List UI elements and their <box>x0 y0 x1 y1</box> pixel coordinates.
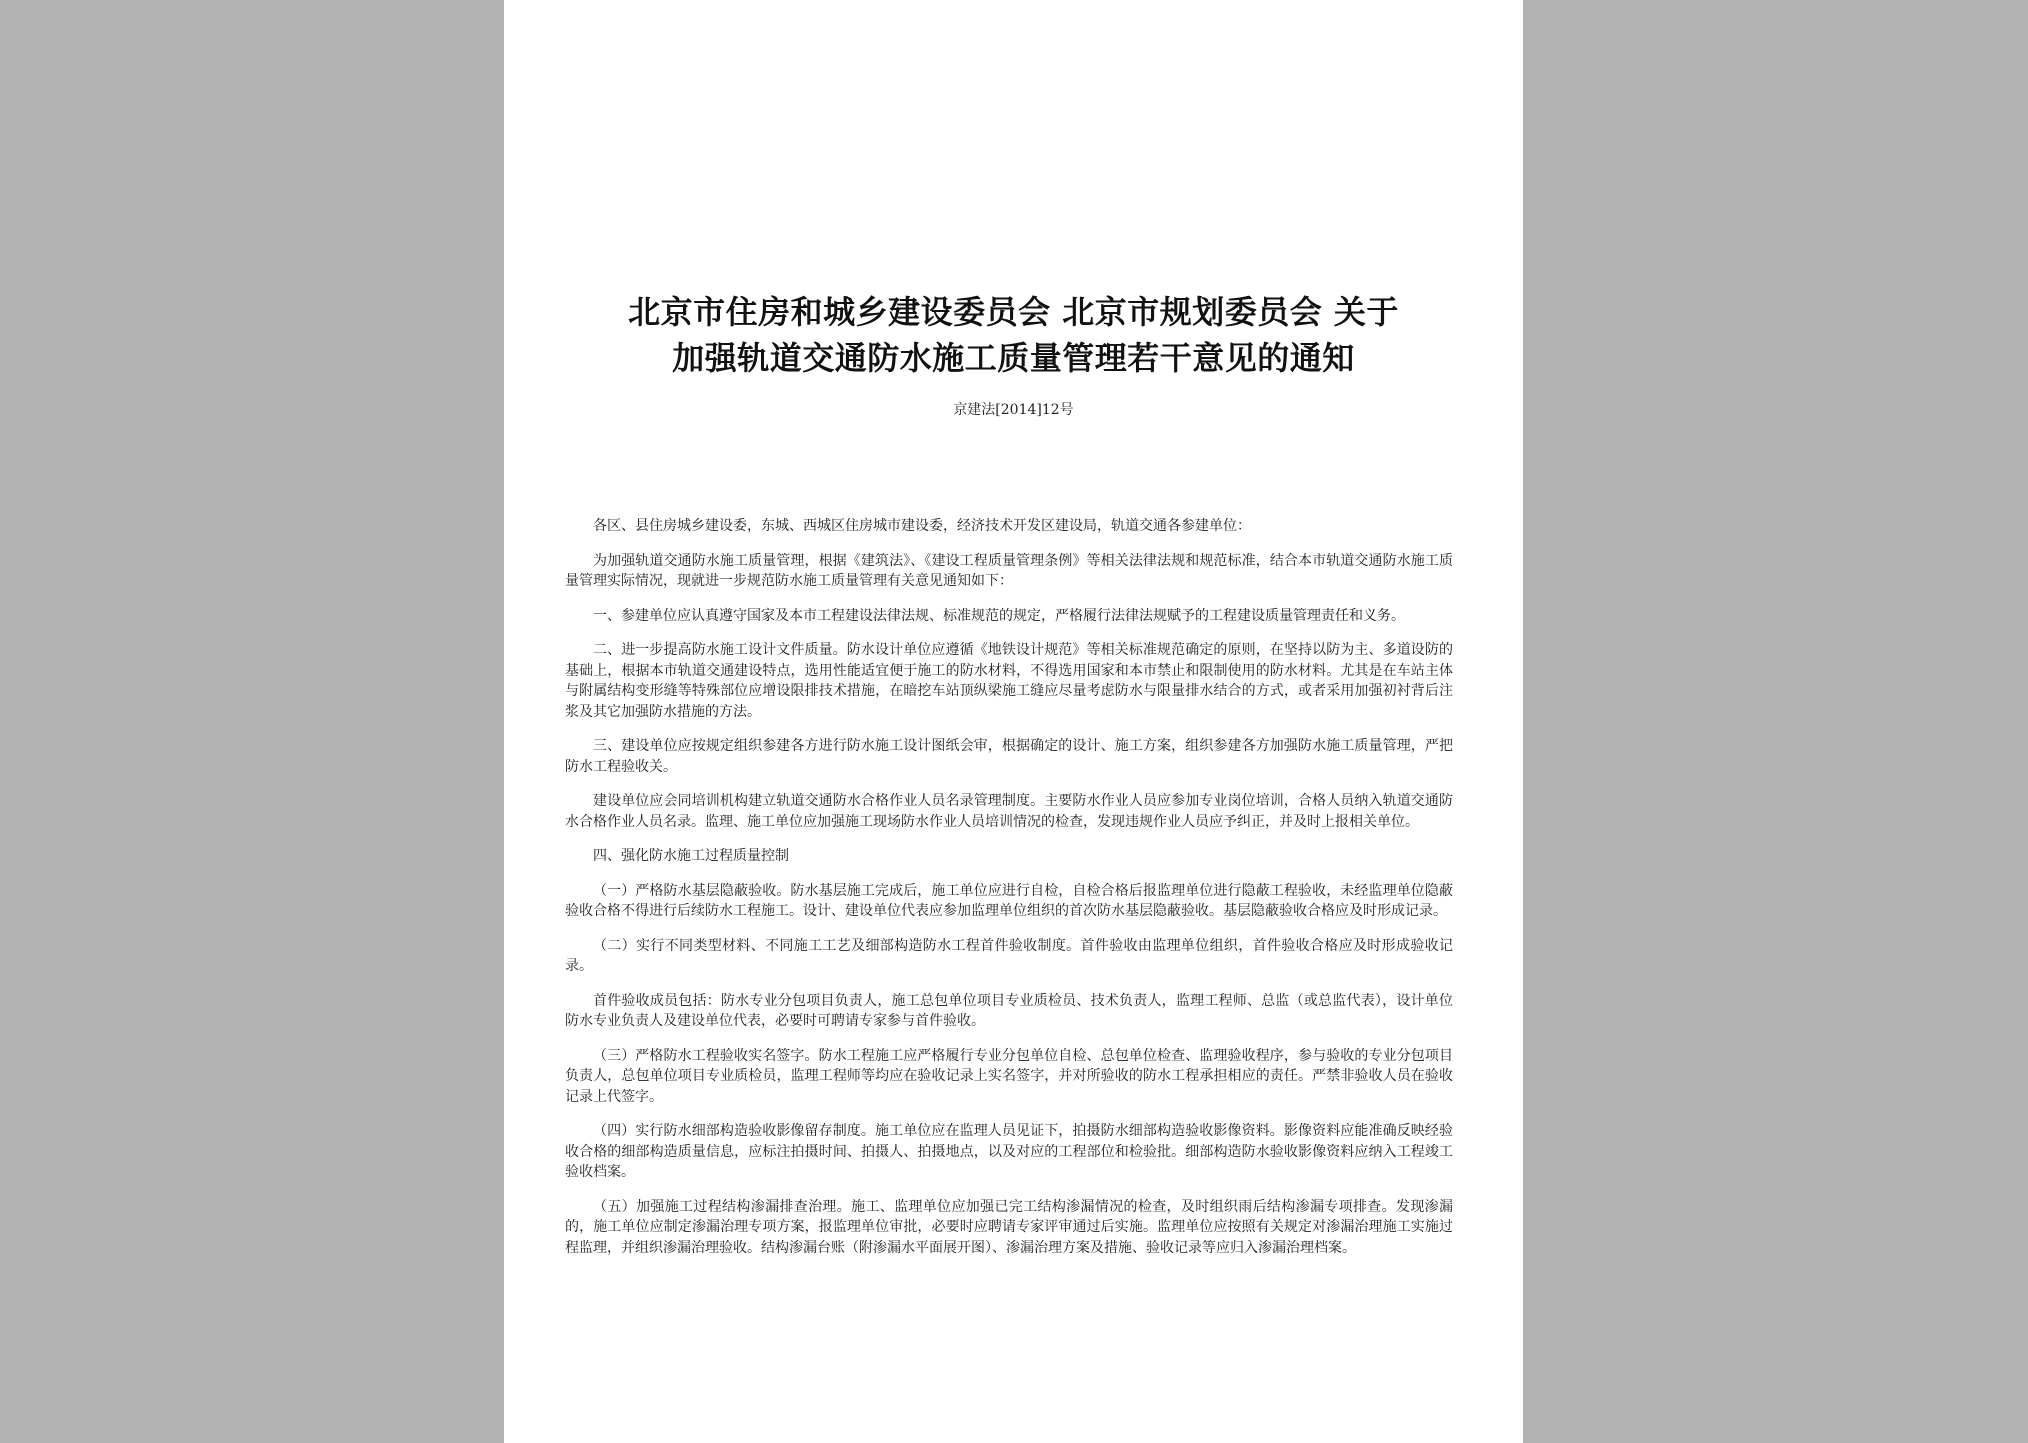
document-title <box>544 289 1483 381</box>
document-page[interactable] <box>504 0 1523 1443</box>
paragraph-item-4-3: （三）严格防水工程验收实名签字。防水工程施工应严格履行专业分包单位自检、总包单位检查、监理验收程序，参与验收的专业分包项目负责人，总包单位项目专业质检员，监理工程师等均应在验收记录上实名签字，并对所验收的防水工程承担相应的责任。严禁非验收人员在验收记录上代签字。 <box>565 1047 1453 1105</box>
paragraph-item-4-1: （一）严格防水基层隐蔽验收。防水基层施工完成后，施工单位应进行自检，自检合格后报监理单位进行隐蔽工程验收，未经监理单位隐蔽验收合格不得进行后续防水工程施工。设计、建设单位代表应参加监理单位组织的首次防水基层隐蔽验收。基层隐蔽验收合格应及时形成记录。 <box>565 882 1453 919</box>
title-line-2: 加强轨道交通防水施工质量管理若干意见的通知 <box>672 339 1355 377</box>
paragraph-salutation: 各区、县住房城乡建设委，东城、西城区住房城市建设委，经济技术开发区建设局，轨道交通各参建单位： <box>593 518 1251 534</box>
paragraph-item-2: 二、进一步提高防水施工设计文件质量。防水设计单位应遵循《地铁设计规范》等相关标准规范确定的原则，在坚持以防为主、多道设防的基础上，根据本市轨道交通建设特点，选用性能适宜便于施工的防水材料，不得选用国家和本市禁止和限制使用的防水材料。尤其是在车站主体与附属结构变形缝等特殊部位应增设限排技术措施，在暗挖车站顶纵梁施工缝应尽量考虑防水与限量排水结合的方式，或者采用加强初衬背后注浆及其它加强防水措施的方法。 <box>565 642 1453 720</box>
paragraph-item-4-4: （四）实行防水细部构造验收影像留存制度。施工单位应在监理人员见证下，拍摄防水细部构造验收影像资料。影像资料应能准确反映经验收合格的细部构造质量信息，应标注拍摄时间、拍摄人、拍摄地点，以及对应的工程部位和检验批。细部构造防水验收影像资料应纳入工程竣工验收档案。 <box>565 1123 1453 1180</box>
paragraph-item-4-2: （二）实行不同类型材料、不同施工工艺及细部构造防水工程首件验收制度。首件验收由监理单位组织，首件验收合格应及时形成验收记录。 <box>565 937 1453 974</box>
document-number: 京建法[2014]12号 <box>953 402 1074 418</box>
paragraph-item-4-5: （五）加强施工过程结构渗漏排查治理。施工、监理单位应加强已完工结构渗漏情况的检查，及时组织雨后结构渗漏专项排查。发现渗漏的，施工单位应制定渗漏治理专项方案，报监理单位审批，必要时应聘请专家评审通过后实施。监理单位应按照有关规定对渗漏治理施工实施过程监理，并组织渗漏治理验收。结构渗漏台账（附渗漏水平面展开图）、渗漏治理方案及措施、验收记录等应归入渗漏治理档案。 <box>565 1198 1453 1256</box>
paragraph-item-4-heading: 四、强化防水施工过程质量控制 <box>593 848 789 864</box>
paragraph-item-3-training: 建设单位应会同培训机构建立轨道交通防水合格作业人员名录管理制度。主要防水作业人员应参加专业岗位培训，合格人员纳入轨道交通防水合格作业人员名录。监理、施工单位应加强施工现场防水作业人员培训情况的检查，发现违规作业人员应予纠正，并及时上报相关单位。 <box>565 793 1453 830</box>
paragraph-item-1: 一、参建单位应认真遵守国家及本市工程建设法律法规、标准规范的规定，严格履行法律法规赋予的工程建设质量管理责任和义务。 <box>593 607 1405 624</box>
title-line-1: 北京市住房和城乡建设委员会 北京市规划委员会 关于 <box>628 293 1399 331</box>
document-body <box>565 516 1453 1272</box>
paragraph-intro: 为加强轨道交通防水施工质量管理，根据《建筑法》、《建设工程质量管理条例》等相关法律法规和规范标准，结合本市轨道交通防水施工质量管理实际情况，现就进一步规范防水施工质量管理有关意见通知如下： <box>565 552 1453 589</box>
paragraph-item-3: 三、建设单位应按规定组织参建各方进行防水施工设计图纸会审，根据确定的设计、施工方案，组织参建各方加强防水施工质量管理，严把防水工程验收关。 <box>565 738 1453 775</box>
paragraph-item-4-2-members: 首件验收成员包括：防水专业分包项目负责人，施工总包单位项目专业质检员、技术负责人，监理工程师、总监（或总监代表），设计单位防水专业负责人及建设单位代表，必要时可聘请专家参与首件验收。 <box>565 992 1453 1029</box>
